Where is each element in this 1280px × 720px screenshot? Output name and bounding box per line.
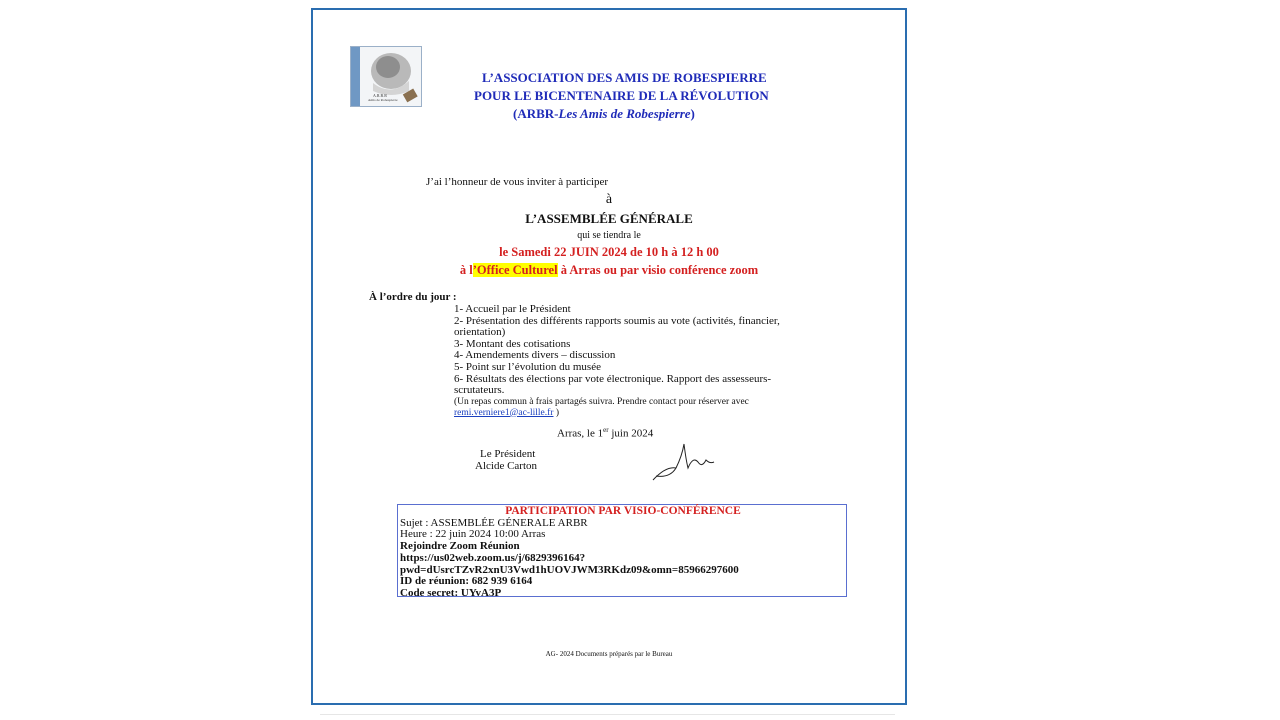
agenda-item: 6- Résultats des élections par vote électronique. Rapport des assesseurs-scrutateurs. (454, 372, 772, 397)
event-place: à l’Office Culturel à Arras ou par visio conférence zoom (459, 263, 759, 277)
logo-caption: A.R.B.R (373, 93, 387, 98)
logo-subcaption: Amis de Robespierre (368, 98, 398, 102)
zoom-meeting-id: ID de réunion: 682 939 6164 (400, 575, 533, 588)
agenda-item: 5- Point sur l’évolution du musée (454, 360, 601, 373)
agenda-item: 1- Accueil par le Président (454, 303, 571, 315)
zoom-url-line-2[interactable]: pwd=dUsrcTZvR2xnU3Vwd1hUOVJWM3RKdz09&omn=85966297600 (400, 563, 739, 576)
invitation-intro: J’ai l’honneur de vous inviter à participer (426, 176, 609, 188)
agenda-list (454, 304, 814, 419)
agenda-item: 3- Montant des cotisations (454, 337, 571, 350)
header-line-3: (ARBR-Les Amis de Robespierre) (513, 106, 695, 121)
document-page (311, 8, 907, 705)
event-tiendra: qui se tiendra le (577, 230, 641, 241)
president-role: Le Président (480, 448, 536, 460)
page-divider (320, 714, 895, 715)
place-date: Arras, le 1er juin 2024 (557, 426, 654, 440)
zoom-time: Heure : 22 juin 2024 10:00 Arras (400, 528, 546, 541)
header-line-2: POUR LE BICENTENAIRE DE LA RÉVOLUTION (474, 88, 769, 103)
agenda-item: 4- Amendements divers – discussion (454, 349, 616, 362)
event-title: L’ASSEMBLÉE GÉNÉRALE (525, 211, 693, 226)
document-footer: AG- 2024 Documents préparés par le Bureau (545, 650, 673, 658)
invitation-a: à (605, 192, 613, 207)
agenda-note: (Un repas commun à frais partagés suivra. Prendre contact pour réserver avec remi.verniere1@ac-lille.fr ) (454, 396, 749, 418)
agenda-label: À l’ordre du jour : (369, 291, 457, 303)
zoom-info-box (397, 504, 847, 597)
header-line-1: L’ASSOCIATION DES AMIS DE ROBESPIERRE (482, 70, 767, 85)
signature-icon (648, 438, 718, 484)
zoom-passcode: Code secret: UYvA3P (400, 586, 502, 599)
zoom-url-line-1[interactable]: https://us02web.zoom.us/j/6829396164? (400, 551, 586, 564)
zoom-title: PARTICIPATION PAR VISIO-CONFÉRENCE (505, 505, 741, 517)
event-date: le Samedi 22 JUIN 2024 de 10 h à 12 h 00 (499, 245, 719, 259)
president-name: Alcide Carton (475, 460, 538, 472)
association-logo (350, 46, 422, 107)
contact-email-link[interactable]: remi.verniere1@ac-lille.fr (454, 407, 554, 418)
place-highlight: ’Office Culturel (472, 263, 558, 277)
zoom-subject: Sujet : ASSEMBLÉE GÉNERALE ARBR (400, 516, 588, 529)
zoom-join-label: Rejoindre Zoom Réunion (400, 540, 520, 553)
agenda-item: 2- Présentation des différents rapports soumis au vote (activités, financier, orientation) (454, 314, 780, 339)
